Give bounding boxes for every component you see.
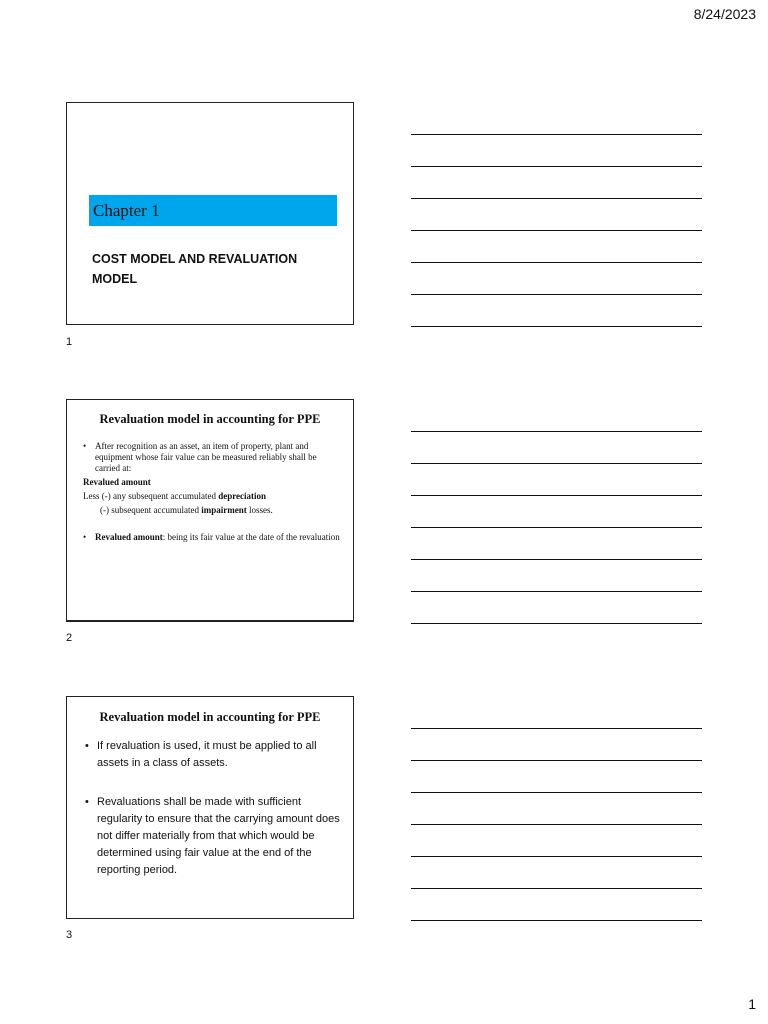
slide-3-bullet-1 xyxy=(85,738,343,772)
notes-line xyxy=(411,431,702,432)
notes-line xyxy=(411,262,702,263)
slide-2-bullet-1 xyxy=(83,441,343,474)
losses-suffix: losses. xyxy=(246,505,273,515)
slide-3-bullet-2-text: Revaluations shall be made with sufficient regularity to ensure that the carrying amount does not differ materially from that which would be determined using fair value at the end of the reporting period. xyxy=(97,796,340,876)
notes-line xyxy=(411,623,702,624)
slide-1-number: 1 xyxy=(66,336,73,348)
revalued-amount-label: Revalued amount xyxy=(83,477,151,487)
slide-1-subtitle-line-1: COST MODEL AND REVALUATION xyxy=(92,252,298,266)
slide-3-title: Revaluation model in accounting for PPE xyxy=(99,710,321,724)
slide-2-bullet-1-text: After recognition as an asset, an item of property, plant and equipment whose fair value can be measured reliably shall be carried at: xyxy=(95,441,317,473)
slide-1 xyxy=(66,102,354,325)
slide-2-impairment-line xyxy=(83,505,343,516)
notes-line xyxy=(411,134,702,135)
notes-line xyxy=(411,728,702,729)
notes-line xyxy=(411,856,702,857)
slide-2-title: Revaluation model in accounting for PPE xyxy=(99,412,321,426)
notes-line xyxy=(411,527,702,528)
slide-2-body xyxy=(83,441,343,543)
slide-3-number: 3 xyxy=(66,929,73,941)
depreciation-word: depreciation xyxy=(218,491,267,501)
notes-line xyxy=(411,792,702,793)
slide-3-body xyxy=(85,738,343,879)
print-date: 8/24/2023 xyxy=(693,6,756,22)
notes-line xyxy=(411,198,702,199)
minus-prefix: (-) subsequent accumulated xyxy=(100,505,202,515)
slide-2-bullet-2 xyxy=(83,532,343,543)
notes-line xyxy=(411,920,702,921)
bullet-icon: • xyxy=(83,441,87,451)
notes-line xyxy=(411,888,702,889)
bullet-icon: • xyxy=(85,740,89,752)
notes-line xyxy=(411,495,702,496)
slide-1-title: Chapter 1 xyxy=(89,195,337,226)
slide-2-less-line xyxy=(83,491,343,502)
notes-line xyxy=(411,760,702,761)
slide-3 xyxy=(66,696,354,919)
slide-3-bullet-1-text: If revaluation is used, it must be applied to all assets in a class of assets. xyxy=(97,740,317,769)
bullet-icon: • xyxy=(83,532,87,542)
notes-line xyxy=(411,230,702,231)
slide-1-subtitle-line-2: MODEL xyxy=(92,272,138,286)
notes-line xyxy=(411,463,702,464)
slide-2-bullet-2-text: : being its fair value at the date of the revaluation xyxy=(162,532,340,542)
notes-line xyxy=(411,294,702,295)
slide-2-revalued-amount xyxy=(83,477,343,488)
notes-line xyxy=(411,559,702,560)
notes-line xyxy=(411,326,702,327)
less-prefix: Less (-) any subsequent accumulated xyxy=(83,491,219,501)
slide-2-number: 2 xyxy=(66,632,73,644)
slide-2 xyxy=(66,399,354,622)
notes-line xyxy=(411,824,702,825)
slide-1-subtitle xyxy=(92,249,342,289)
impairment-word: impairment xyxy=(201,505,247,515)
bullet-icon: • xyxy=(85,796,89,808)
page-number: 1 xyxy=(748,996,756,1012)
notes-line xyxy=(411,591,702,592)
slide-3-bullet-2 xyxy=(85,794,343,879)
slide-2-bullet-2-bold: Revalued amount xyxy=(95,532,163,542)
notes-line xyxy=(411,166,702,167)
